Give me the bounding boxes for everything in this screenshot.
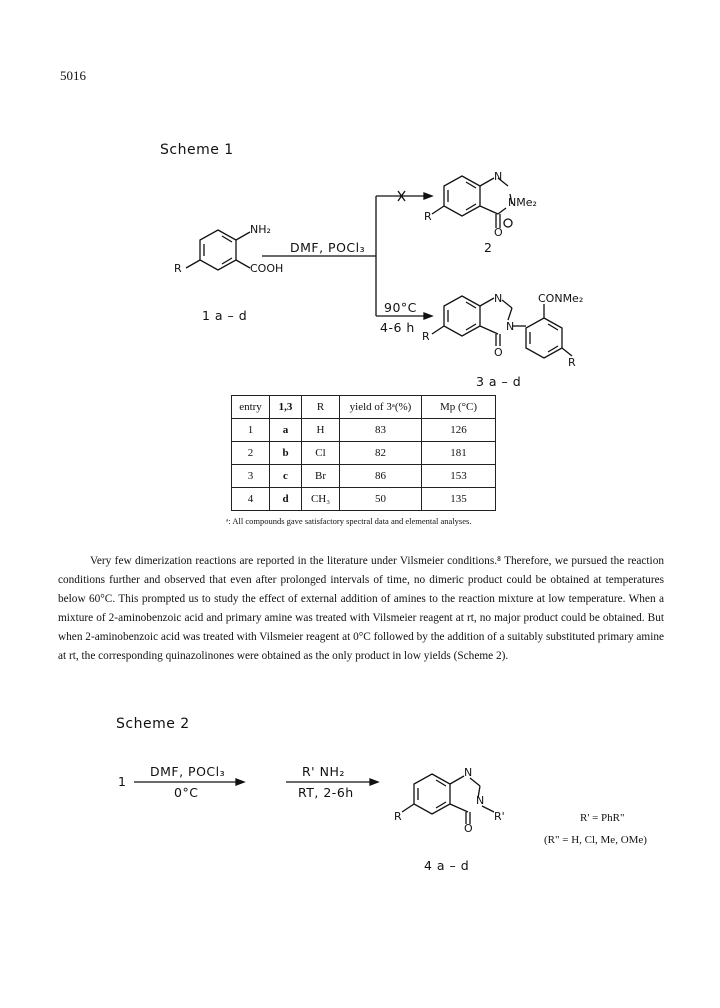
r-bond <box>186 260 200 268</box>
product-3-aryl-ring <box>526 318 562 358</box>
cell-compound: c <box>270 465 302 488</box>
cell-mp: 153 <box>422 465 496 488</box>
body-paragraph <box>58 552 664 666</box>
step-1-condition: 0°C <box>174 785 199 800</box>
nh2-bond <box>236 232 250 240</box>
compound-1-label: 1 a – d <box>202 308 248 323</box>
cell-entry: 1 <box>232 419 270 442</box>
product-4-benzene-ring <box>414 774 450 814</box>
compound-2-label: 2 <box>484 240 493 255</box>
product-2-n-label: N <box>494 170 503 183</box>
table-footnote: ᵃ: All compounds gave satisfactory spectral data and elemental analyses. <box>226 516 472 526</box>
step-2-reagent: R' NH₂ <box>302 764 345 779</box>
r-double-prime-definition: (R" = H, Cl, Me, OMe) <box>544 834 647 846</box>
scheme-1-diagram <box>0 0 720 400</box>
cell-r: Br <box>302 465 340 488</box>
nh2-label: NH₂ <box>250 223 271 236</box>
product-2-r-label: R <box>424 210 432 223</box>
cell-yield: 86 <box>340 465 422 488</box>
scheme-2-start: 1 <box>118 774 127 789</box>
table-header-row <box>232 396 496 419</box>
product-2-nme2-label: NMe₂ <box>508 196 537 209</box>
product-4-r-label: R <box>394 810 402 823</box>
cell-mp: 181 <box>422 442 496 465</box>
scheme-2-title: Scheme 2 <box>116 716 190 732</box>
compound-3-label: 3 a – d <box>476 374 522 389</box>
product-2-benzene-ring <box>444 176 480 216</box>
header-yield: yield of 3ᵃ(%) <box>340 396 422 419</box>
conme2-label: CONMe₂ <box>538 292 584 305</box>
time-condition: 4-6 h <box>380 320 415 335</box>
header-mp: Mp (°C) <box>422 396 496 419</box>
table <box>231 395 496 511</box>
cell-entry: 4 <box>232 488 270 511</box>
product-3-n1-label: N <box>494 292 503 305</box>
scheme-2-diagram <box>0 740 720 870</box>
cooh-bond <box>236 260 250 268</box>
product-4-n2-label: N <box>476 794 485 807</box>
header-entry: entry <box>232 396 270 419</box>
reagent-label: DMF, POCl₃ <box>290 240 366 255</box>
page-number: 5016 <box>60 68 86 83</box>
product-3-r1-label: R <box>422 330 430 343</box>
cell-yield: 83 <box>340 419 422 442</box>
cooh-label: COOH <box>250 262 284 275</box>
cell-r: H <box>302 419 340 442</box>
cell-mp: 126 <box>422 419 496 442</box>
compound-4-label: 4 a – d <box>424 858 470 873</box>
cell-yield: 50 <box>340 488 422 511</box>
cell-entry: 3 <box>232 465 270 488</box>
table-row <box>232 442 496 465</box>
cell-r: CH₃ <box>302 488 340 511</box>
header-compound: 1,3 <box>270 396 302 419</box>
cell-compound: b <box>270 442 302 465</box>
cell-yield: 82 <box>340 442 422 465</box>
r-label: R <box>174 262 182 275</box>
start-benzene-ring <box>200 230 236 270</box>
product-3-n2-label: N <box>506 320 515 333</box>
product-3-benzene-ring <box>444 296 480 336</box>
cell-mp: 135 <box>422 488 496 511</box>
cell-compound: d <box>270 488 302 511</box>
scheme-1-title: Scheme 1 <box>160 142 234 158</box>
r-prime-definition: R' = PhR" <box>580 812 625 824</box>
step-2-condition: RT, 2-6h <box>298 785 354 800</box>
table-row <box>232 465 496 488</box>
cell-compound: a <box>270 419 302 442</box>
table-row <box>232 488 496 511</box>
cell-r: Cl <box>302 442 340 465</box>
temp-condition: 90°C <box>384 300 417 315</box>
header-r: R <box>302 396 340 419</box>
step-1-reagent: DMF, POCl₃ <box>150 764 226 779</box>
product-4-n1-label: N <box>464 766 473 779</box>
paragraph-text: Very few dimerization reactions are reported in the literature under Vilsmeier conditions.⁸ Therefore, we pursued the reaction conditions further and observed that even after prolonged intervals of time, no dimeric product could be obtained at temperatures below 60°C. This prompted us to study the effect of external addition of amines to the reaction mixture at low temperature. When a mixture of 2-aminobenzoic acid and primary amine was treated with Vilsmeier reagent at rt, no major product could be obtained. But when 2-aminobenzoic acid was treated with Vilsmeier reagent at 0°C followed by the addition of a suitably substituted primary amine at rt, the corresponding quinazolinones were obtained as the only product in low yields (Scheme 2). <box>58 555 664 662</box>
table-row <box>232 419 496 442</box>
product-3-o-label: O <box>494 346 503 359</box>
cell-entry: 2 <box>232 442 270 465</box>
results-table <box>231 395 496 511</box>
product-2-o-label: O <box>494 226 503 239</box>
product-3-r2-label: R <box>568 356 576 369</box>
product-4-r1-label: R' <box>494 810 505 823</box>
product-4-o-label: O <box>464 822 473 835</box>
plus-charge-icon <box>504 219 512 227</box>
